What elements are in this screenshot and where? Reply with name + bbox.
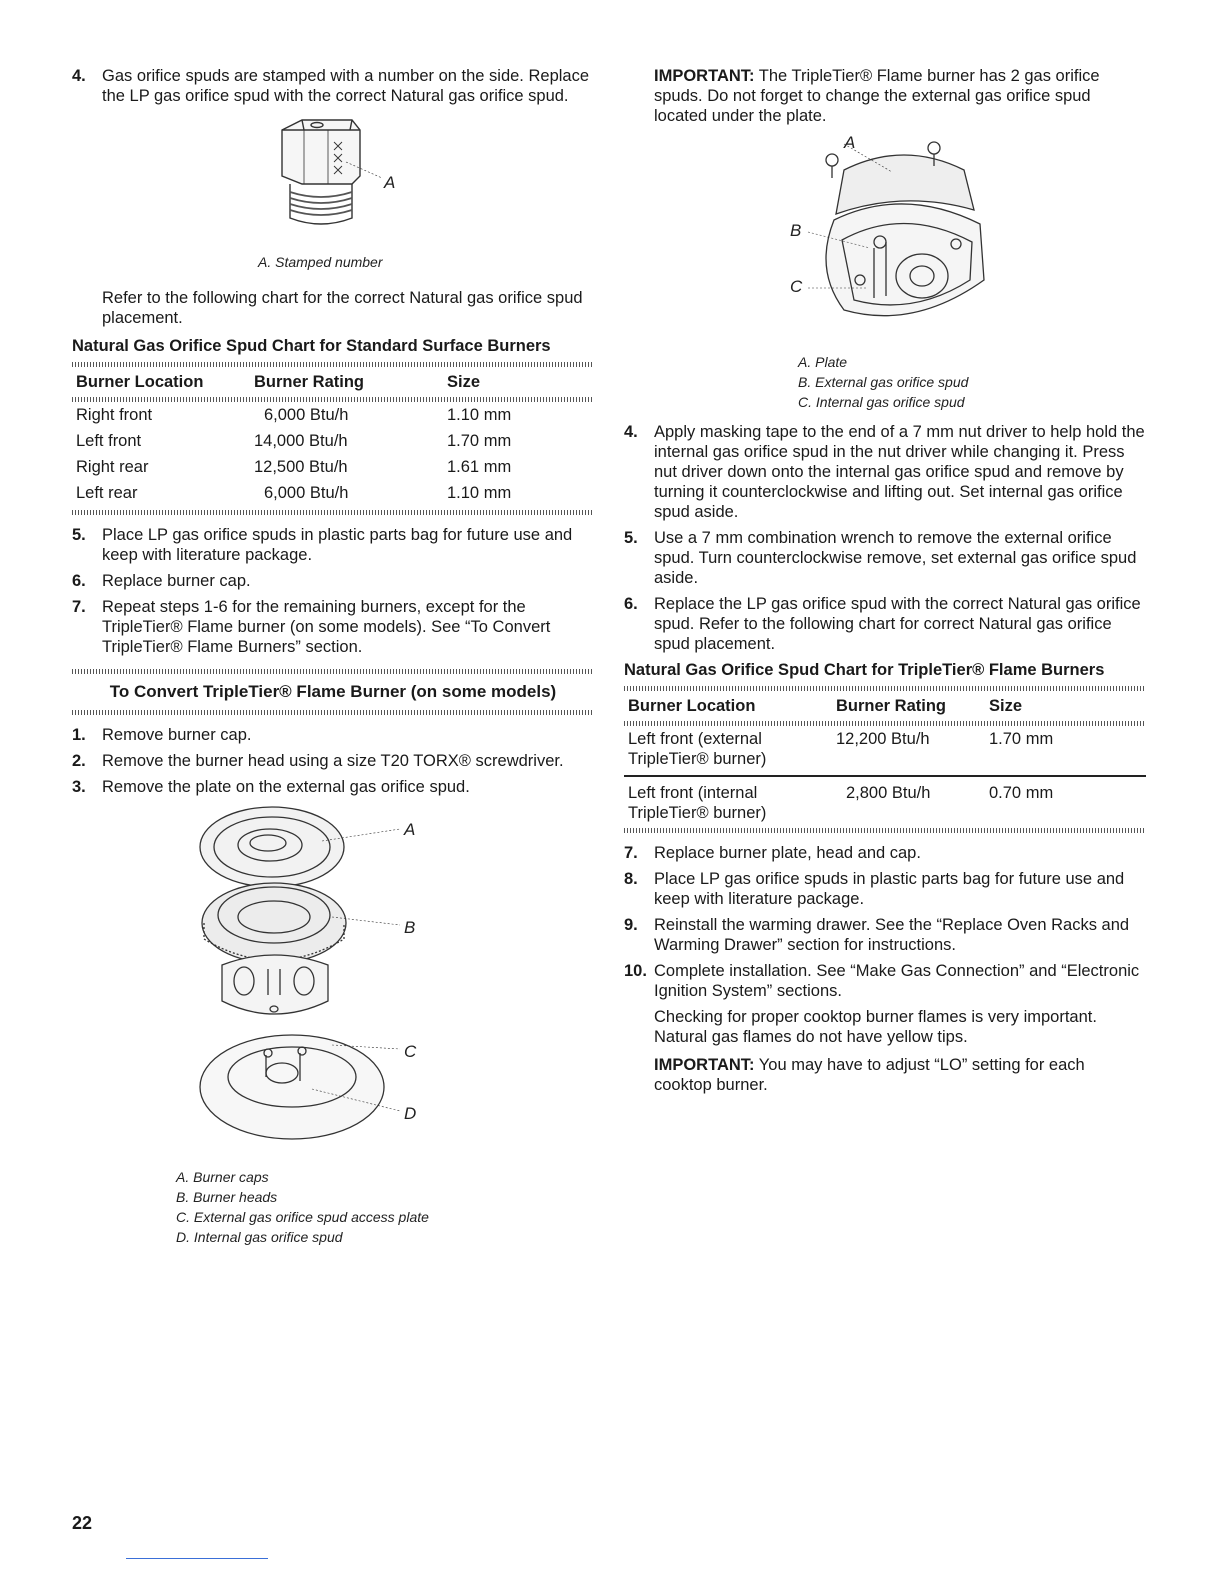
step-4-left: [72, 66, 594, 106]
cell-location: Left front (internal TripleTier® burner): [624, 776, 832, 826]
table-row: [72, 402, 594, 428]
cell-location: Left front (external TripleTier® burner): [628, 730, 767, 768]
cell-rating: 2,800 Btu/h: [832, 776, 985, 826]
caption-c: C. External gas orifice spud access plate: [176, 1209, 429, 1225]
step-number: 9.: [624, 916, 638, 934]
step-number: 10.: [624, 962, 647, 980]
step-text: Replace burner cap.: [102, 572, 251, 590]
label-b: B: [404, 918, 416, 937]
hatch-divider: [624, 828, 1146, 833]
step-4-right: [624, 422, 1146, 522]
right-column: [624, 66, 1146, 1103]
checking-paragraph: Checking for proper cooktop burner flames is very important. Natural gas flames do not have yellow tips.: [654, 1008, 1097, 1046]
fig3-captions: [798, 352, 1146, 412]
step-text: Remove burner cap.: [102, 726, 252, 744]
step-number: 5.: [624, 529, 638, 547]
cell-size: 0.70 mm: [985, 776, 1146, 826]
tripletier-plate-illustration: [774, 130, 1034, 352]
step-number: 3.: [72, 778, 86, 796]
step-number: 1.: [72, 726, 86, 744]
step-number: 7.: [624, 844, 638, 862]
section-title: To Convert TripleTier® Flame Burner (on some models): [109, 682, 557, 701]
page-number: 22: [72, 1513, 93, 1533]
step-text: Repeat steps 1-6 for the remaining burners, except for the TripleTier® Flame burner (on some models). See “To Convert TripleTier® Flame Burners” section.: [102, 598, 551, 656]
step-7-right: [624, 843, 1146, 863]
step-9-right: [624, 915, 1146, 955]
orifice-spud-figure: [242, 112, 442, 252]
burner-exploded-figure: [182, 805, 482, 1155]
label-d: D: [404, 1104, 417, 1123]
table-row: [624, 776, 1146, 826]
cell-size: 1.70 mm: [989, 730, 1054, 748]
step-5-right: [624, 528, 1146, 588]
section-heading: [72, 669, 594, 715]
table-row: [624, 726, 1146, 776]
important-label: IMPORTANT:: [654, 1056, 755, 1074]
caption-d: D. Internal gas orifice spud: [176, 1229, 343, 1245]
cell-location: Right rear: [76, 458, 149, 476]
step-10-right: [624, 961, 1146, 1001]
important-text: The TripleTier® Flame burner has 2 gas orifice spuds. Do not forget to change the external gas orifice spud located under the plate.: [654, 67, 1100, 125]
step-text: Complete installation. See “Make Gas Connection” and “Electronic Ignition System” sections.: [654, 962, 1140, 1000]
step-2-left: [72, 751, 594, 771]
cell-location: Left rear: [76, 484, 138, 502]
important-label: IMPORTANT:: [654, 67, 755, 85]
standard-burner-chart: [72, 367, 594, 506]
footer-link-line: [126, 1558, 268, 1559]
step-text: Gas orifice spuds are stamped with a number on the side. Replace the LP gas orifice spud with the correct Natural gas orifice spud.: [102, 67, 590, 105]
caption-b: B. External gas orifice spud: [798, 374, 969, 390]
cell-rating: 14,000 Btu/h: [254, 432, 348, 450]
step-number: 5.: [72, 526, 86, 544]
step-text: Replace burner plate, head and cap.: [654, 844, 921, 862]
cell-rating: 12,500 Btu/h: [254, 458, 348, 476]
chart1-title: Natural Gas Orifice Spud Chart for Standard Surface Burners: [72, 337, 551, 355]
chart2-title: Natural Gas Orifice Spud Chart for TripleTier® Flame Burners: [624, 661, 1105, 679]
step-number: 4.: [624, 423, 638, 441]
caption-a: A. Plate: [798, 354, 848, 370]
fig2-captions: [176, 1167, 594, 1247]
cell-size: 1.10 mm: [447, 484, 512, 502]
step-5-left: [72, 525, 594, 565]
step-6-right: [624, 594, 1146, 654]
step-text: Remove the plate on the external gas orifice spud.: [102, 778, 470, 796]
label-a: A: [404, 820, 416, 839]
step-7-left: [72, 597, 594, 657]
orifice-spud-illustration: [242, 112, 442, 252]
step-number: 8.: [624, 870, 638, 888]
refer-paragraph: Refer to the following chart for the correct Natural gas orifice spud placement.: [102, 289, 583, 327]
table-row: [72, 454, 594, 480]
step-text: Apply masking tape to the end of a 7 mm nut driver to help hold the internal gas orifice spud in the nut driver while changing it. Press nut driver down onto the internal gas orifice spud and remove by turning it counterclockwise and lifting out. Set internal gas orifice spud aside.: [654, 423, 1145, 521]
cell-rating: 6,000 Btu/h: [264, 484, 349, 502]
cell-location: Right front: [76, 406, 153, 424]
col-header-location: Burner Location: [628, 697, 756, 715]
label-a: A: [384, 173, 396, 192]
step-number: 6.: [624, 595, 638, 613]
step-text: Reinstall the warming drawer. See the “Replace Oven Racks and Warming Drawer” section for instructions.: [654, 916, 1130, 954]
step-number: 6.: [72, 572, 86, 590]
step-text: Place LP gas orifice spuds in plastic parts bag for future use and keep with literature package.: [654, 870, 1125, 908]
hatch-divider: [72, 510, 594, 515]
col-header-rating: Burner Rating: [836, 697, 947, 715]
col-header-rating: Burner Rating: [254, 373, 365, 391]
cell-size: 1.61 mm: [447, 458, 512, 476]
step-6-left: [72, 571, 594, 591]
step-1-left: [72, 725, 594, 745]
step-8-right: [624, 869, 1146, 909]
col-header-size: Size: [989, 697, 1023, 715]
cell-size: 1.10 mm: [447, 406, 512, 424]
step-3-left: [72, 777, 594, 797]
tripletier-plate-figure: [774, 130, 1034, 352]
label-a: A: [844, 133, 856, 152]
label-c: C: [790, 277, 803, 296]
table-row: [72, 428, 594, 454]
step-text: Place LP gas orifice spuds in plastic parts bag for future use and keep with literature package.: [102, 526, 573, 564]
important-note-2: [654, 1055, 1146, 1095]
cell-rating: 6,000 Btu/h: [264, 406, 349, 424]
tripletier-burner-chart: [624, 691, 1146, 826]
step-text: Remove the burner head using a size T20 TORX® screwdriver.: [102, 752, 564, 770]
fig1-caption: A. Stamped number: [258, 254, 383, 270]
important-text: You may have to adjust “LO” setting for each cooktop burner.: [654, 1056, 1085, 1094]
label-b: B: [790, 221, 802, 240]
caption-a: A. Burner caps: [176, 1169, 269, 1185]
important-note-1: [654, 66, 1146, 126]
step-text: Use a 7 mm combination wrench to remove the external orifice spud. Turn counterclockwise remove, set external gas orifice spud aside.: [654, 529, 1137, 587]
cell-size: 1.70 mm: [447, 432, 512, 450]
left-column: [72, 66, 594, 1247]
cell-location: Left front: [76, 432, 142, 450]
step-number: 4.: [72, 67, 86, 85]
caption-b: B. Burner heads: [176, 1189, 278, 1205]
step-number: 7.: [72, 598, 86, 616]
caption-c: C. Internal gas orifice spud: [798, 394, 965, 410]
col-header-location: Burner Location: [76, 373, 204, 391]
step-number: 2.: [72, 752, 86, 770]
table-row: [72, 480, 594, 506]
burner-exploded-illustration: [182, 805, 482, 1155]
label-c: C: [404, 1042, 417, 1061]
cell-rating: 12,200 Btu/h: [836, 730, 930, 748]
step-text: Replace the LP gas orifice spud with the correct Natural gas orifice spud. Refer to the following chart for correct Natural gas orifice spud placement.: [654, 595, 1141, 653]
col-header-size: Size: [447, 373, 481, 391]
